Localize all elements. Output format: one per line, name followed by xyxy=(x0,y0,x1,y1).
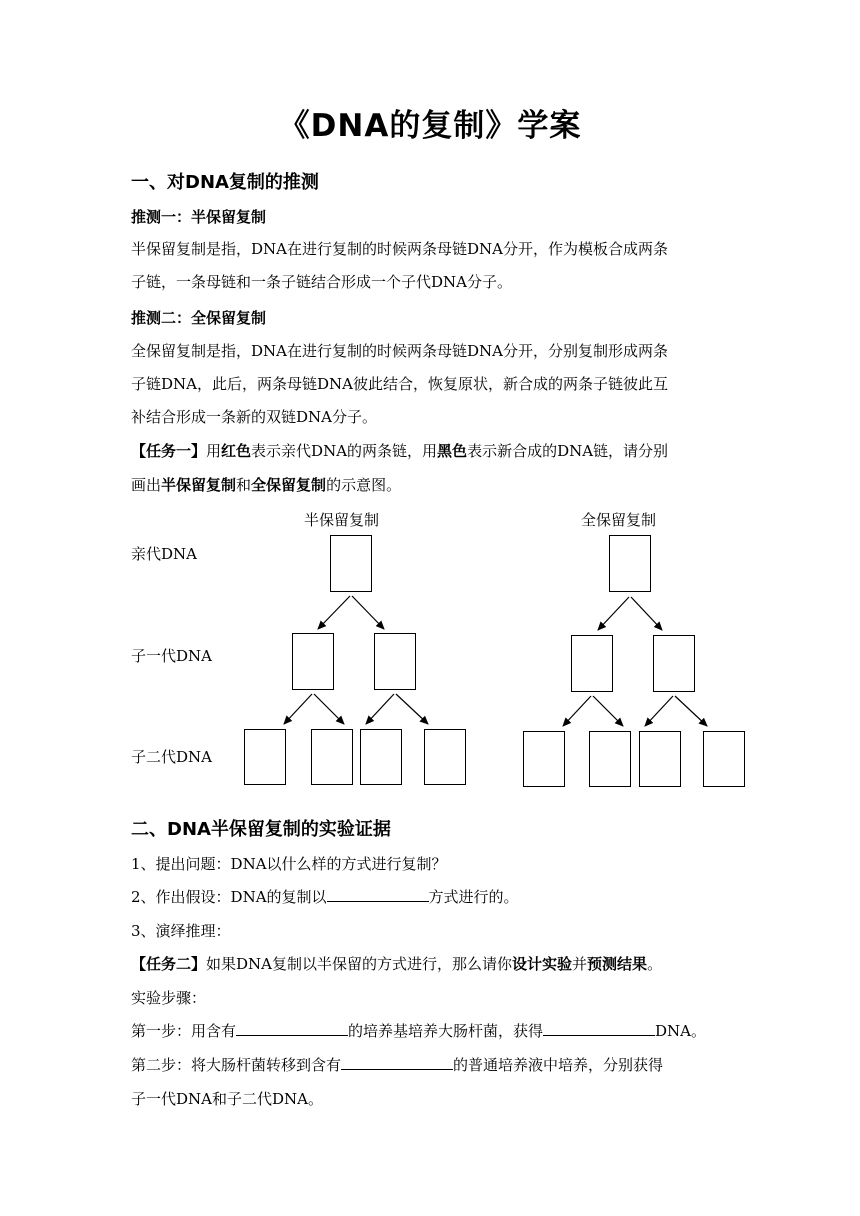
semi-parent-drawing-box[interactable] xyxy=(330,535,372,592)
task1-black-label: 黑色 xyxy=(437,442,468,460)
task1-red-label: 红色 xyxy=(221,442,252,460)
task2-design-label: 设计实验 xyxy=(512,955,573,973)
arrow-icon xyxy=(396,694,428,724)
hypothesis-blank[interactable] xyxy=(327,887,429,902)
item-2-text: 方式进行的。 xyxy=(428,888,519,906)
step-1-text: 第一步：用含有 xyxy=(131,1022,237,1040)
arrow-icon xyxy=(593,696,623,726)
arrow-icon xyxy=(284,694,312,724)
arrow-icon xyxy=(675,696,707,726)
full-gen1-drawing-box[interactable] xyxy=(571,635,613,692)
arrow-icon xyxy=(563,696,591,726)
semi-gen1-drawing-box[interactable] xyxy=(374,633,416,690)
step-2-text: 第二步：将大肠杆菌转移到含有 xyxy=(131,1056,342,1074)
section2-heading: 二、DNA半保留复制的实验证据 xyxy=(131,819,391,840)
semi-gen2-drawing-box[interactable] xyxy=(244,729,286,785)
guess1-heading: 推测一：半保留复制 xyxy=(131,208,267,226)
task2-text: 并 xyxy=(572,955,588,973)
semi-gen2-drawing-box[interactable] xyxy=(360,729,402,785)
task1-full-label: 全保留复制 xyxy=(251,476,327,494)
item-2 xyxy=(131,887,731,907)
arrow-icon xyxy=(352,596,384,629)
task1-text: 和 xyxy=(236,476,252,494)
arrow-icon xyxy=(314,694,344,724)
arrow-icon xyxy=(631,597,662,630)
task1-text: 表示新合成的DNA链，请分别 xyxy=(467,442,669,460)
guess1-line1: 半保留复制是指，DNA在进行复制的时候两条母链DNA分开，作为模板合成两条 xyxy=(131,240,668,258)
full-gen1-drawing-box[interactable] xyxy=(653,635,695,692)
task1-semi-label: 半保留复制 xyxy=(161,476,237,494)
semi-gen2-drawing-box[interactable] xyxy=(311,729,353,785)
row-label-parent: 亲代DNA xyxy=(131,545,197,563)
semi-gen1-drawing-box[interactable] xyxy=(292,633,334,690)
guess2-line1: 全保留复制是指，DNA在进行复制的时候两条母链DNA分开，分别复制形成两条 xyxy=(131,342,668,360)
full-gen2-drawing-box[interactable] xyxy=(523,731,565,787)
item-3: 3、演绎推理： xyxy=(131,922,231,940)
arrow-icon xyxy=(598,597,629,630)
guess2-line2: 子链DNA，此后，两条母链DNA彼此结合，恢复原状，新合成的两条子链彼此互 xyxy=(131,375,668,393)
step1-medium-blank[interactable] xyxy=(236,1021,348,1036)
step1-dna-blank[interactable] xyxy=(543,1021,655,1036)
full-parent-drawing-box[interactable] xyxy=(609,535,651,592)
step-1-text: DNA。 xyxy=(655,1022,707,1040)
step-1-text: 的培养基培养大肠杆菌，获得 xyxy=(348,1022,544,1040)
row-label-gen2: 子二代DNA xyxy=(131,748,212,766)
task1-text: 画出 xyxy=(131,476,162,494)
task1-text: 用 xyxy=(206,442,222,460)
steps-label: 实验步骤： xyxy=(131,989,207,1007)
semi-gen2-drawing-box[interactable] xyxy=(424,729,466,785)
arrow-icon xyxy=(318,596,350,629)
full-gen2-drawing-box[interactable] xyxy=(703,731,745,787)
guess2-heading: 推测二：全保留复制 xyxy=(131,309,267,327)
step2-medium-blank[interactable] xyxy=(341,1055,453,1070)
row-label-gen1: 子一代DNA xyxy=(131,647,212,665)
full-gen2-drawing-box[interactable] xyxy=(639,731,681,787)
task2-label: 【任务二】 xyxy=(131,955,207,973)
step-2 xyxy=(131,1055,731,1075)
item-2-text: 2、作出假设：DNA的复制以 xyxy=(131,888,327,906)
step-1 xyxy=(131,1021,731,1041)
guess2-line3: 补结合形成一条新的双链DNA分子。 xyxy=(131,408,377,426)
task1-label: 【任务一】 xyxy=(131,442,207,460)
step-2-text: 的普通培养液中培养，分别获得 xyxy=(453,1056,664,1074)
task1-text: 表示亲代DNA的两条链，用 xyxy=(251,442,438,460)
task1-line1 xyxy=(131,441,731,461)
task2-text: 。 xyxy=(647,955,663,973)
semi-diagram-title: 半保留复制 xyxy=(304,511,380,529)
task1-text: 的示意图。 xyxy=(326,476,402,494)
section1-heading: 一、对DNA复制的推测 xyxy=(131,172,319,193)
item-1: 1、提出问题：DNA以什么样的方式进行复制？ xyxy=(131,855,447,873)
page-title: 《DNA的复制》学案 xyxy=(278,108,582,144)
guess1-line2: 子链，一条母链和一条子链结合形成一个子代DNA分子。 xyxy=(131,273,512,291)
arrow-icon xyxy=(366,694,394,724)
arrow-icon xyxy=(645,696,673,726)
task2-predict-label: 预测结果 xyxy=(587,955,648,973)
task2-text: 如果DNA复制以半保留的方式进行，那么请你 xyxy=(206,955,513,973)
task1-line2 xyxy=(131,475,731,495)
full-gen2-drawing-box[interactable] xyxy=(589,731,631,787)
full-diagram-title: 全保留复制 xyxy=(581,511,657,529)
step-2-cont: 子一代DNA和子二代DNA。 xyxy=(131,1090,323,1108)
task2-line xyxy=(131,954,731,974)
